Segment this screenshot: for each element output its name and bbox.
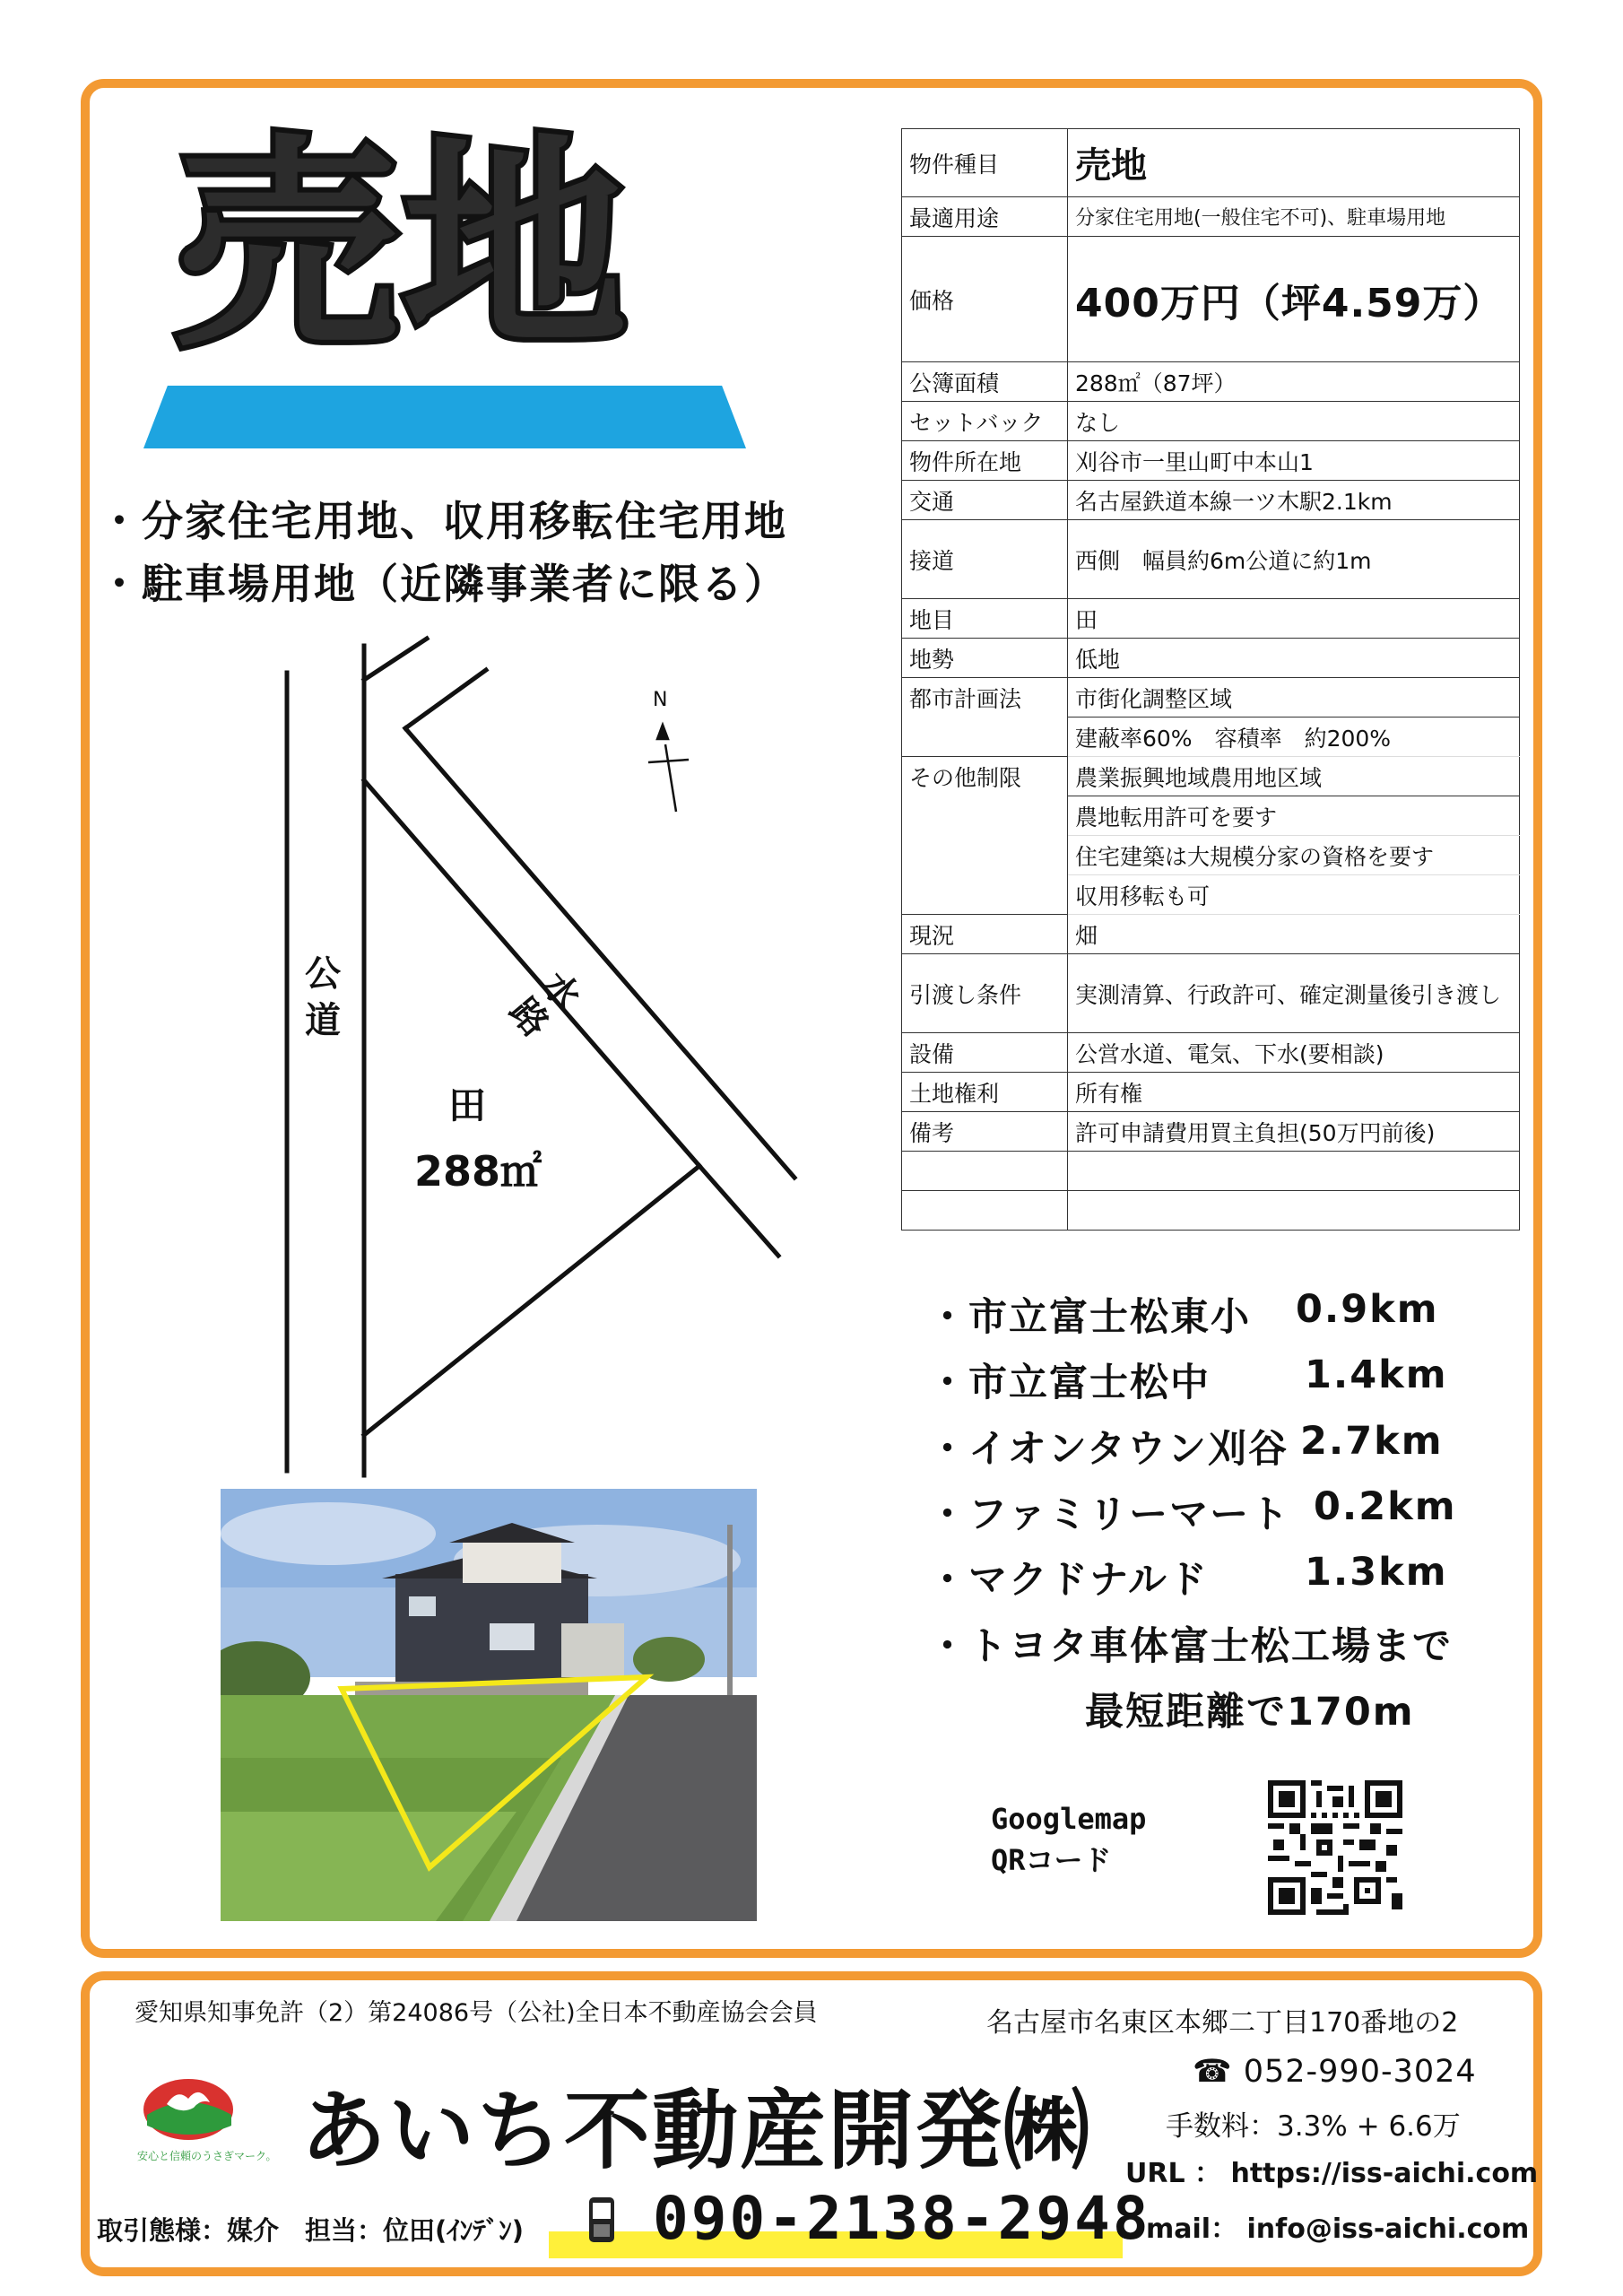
table-row [902, 796, 1520, 836]
table-label [902, 1191, 1068, 1231]
table-label: 公簿面積 [902, 362, 1068, 402]
table-label: 物件種目 [902, 129, 1068, 197]
page-title: 売地 [175, 116, 630, 377]
table-value: 許可申請費用買主負担(50万円前後) [1068, 1112, 1520, 1152]
table-value: 分家住宅用地(一般住宅不可)、駐車場用地 [1068, 197, 1520, 237]
table-label: 価格 [902, 237, 1068, 362]
rabbit-logo-icon [135, 2072, 242, 2144]
qr-code-icon[interactable] [1264, 1780, 1406, 1915]
table-row [902, 1112, 1520, 1152]
distance-name-1: ・市立富士松東小 [928, 1295, 1251, 1340]
table-label: 最適用途 [902, 197, 1068, 237]
feature-line-1: ・分家住宅用地、収用移転住宅用地 [99, 497, 787, 545]
license-text: 愛知県知事免許（2）第24086号（公社)全日本不動産協会会員 [135, 1999, 818, 2027]
table-row [902, 1073, 1520, 1112]
table-value [1068, 1152, 1520, 1191]
table-value: 収用移転も可 [1068, 875, 1520, 915]
table-row [902, 1152, 1520, 1191]
table-row [902, 197, 1520, 237]
distance-value-5: 1.3km [1305, 1550, 1448, 1595]
site-photo [221, 1489, 757, 1921]
table-value: 刈谷市一里山町中本山1 [1068, 441, 1520, 481]
table-label: セットバック [902, 402, 1068, 441]
transaction-and-agent: 取引態様：媒介 担当：位田(ｲﾝﾃﾞﾝ) [97, 2215, 525, 2246]
table-value: 農業振興地域農用地区域 [1068, 757, 1520, 796]
table-row [902, 1033, 1520, 1073]
table-row [902, 237, 1520, 362]
table-label: その他制限 [902, 757, 1068, 796]
table-label: 設備 [902, 1033, 1068, 1073]
table-value: 実測清算、行政許可、確定測量後引き渡し [1068, 954, 1520, 1033]
email-address[interactable]: mail： info@iss-aichi.com [1146, 2213, 1530, 2245]
distance-value-4: 0.2km [1314, 1484, 1457, 1529]
north-label: N [653, 689, 668, 711]
table-label [902, 875, 1068, 915]
website-url[interactable]: URL ： https://iss-aichi.com [1125, 2158, 1539, 2189]
table-row [902, 520, 1520, 599]
table-value: 名古屋鉄道本線一ツ木駅2.1km [1068, 481, 1520, 520]
company-name: あいち不動産開発㈱ [300, 2081, 1091, 2181]
table-label: 物件所在地 [902, 441, 1068, 481]
distance-name-2: ・市立富士松中 [928, 1361, 1211, 1405]
table-label: 都市計画法 [902, 678, 1068, 718]
table-value: 売地 [1068, 129, 1520, 197]
table-value: 農地転用許可を要す [1068, 796, 1520, 836]
table-value: 市街化調整区域 [1068, 678, 1520, 718]
table-label: 土地権利 [902, 1073, 1068, 1112]
table-value: 公営水道、電気、下水(要相談) [1068, 1033, 1520, 1073]
table-value: 田 [1068, 599, 1520, 639]
table-label: 備考 [902, 1112, 1068, 1152]
qr-label: Googlemap QRコード [991, 1802, 1147, 1877]
table-value: 住宅建築は大規模分家の資格を要す [1068, 836, 1520, 875]
table-row [902, 129, 1520, 197]
site-map [251, 628, 825, 1489]
commission-fee: 手数料：3.3% + 6.6万 [1166, 2110, 1461, 2143]
table-value: 建蔽率60% 容積率 約200% [1068, 718, 1520, 757]
property-table [901, 128, 1520, 1231]
table-row [902, 362, 1520, 402]
table-value: 400万円（坪4.59万） [1068, 237, 1520, 362]
title-underline-band [143, 386, 746, 448]
table-label [902, 1152, 1068, 1191]
table-row [902, 402, 1520, 441]
table-row [902, 718, 1520, 757]
toyota-line-2: 最短距離で170m [1085, 1690, 1415, 1735]
table-value: 低地 [1068, 639, 1520, 678]
road-label: 公 道 [305, 953, 341, 1041]
table-row [902, 836, 1520, 875]
table-value: 畑 [1068, 915, 1520, 954]
table-label [902, 836, 1068, 875]
distance-value-3: 2.7km [1300, 1419, 1444, 1464]
table-value: 西側 幅員約6m公道に約1m [1068, 520, 1520, 599]
table-row [902, 875, 1520, 915]
logo-tagline: 安心と信頼のうさぎマーク。 [137, 2150, 277, 2162]
office-phone[interactable]: ☎ 052-990-3024 [1193, 2054, 1477, 2090]
table-label: 地目 [902, 599, 1068, 639]
table-label [902, 718, 1068, 757]
table-label: 交通 [902, 481, 1068, 520]
table-value [1068, 1191, 1520, 1231]
company-address: 名古屋市名東区本郷二丁目170番地の2 [986, 2007, 1459, 2039]
toyota-line-1: ・トヨタ車体富士松工場まで [928, 1624, 1453, 1669]
distance-name-4: ・ファミリーマート [928, 1492, 1291, 1537]
table-row [902, 678, 1520, 718]
table-label [902, 796, 1068, 836]
table-value: なし [1068, 402, 1520, 441]
distance-name-3: ・イオンタウン刈谷 [928, 1427, 1289, 1472]
table-label: 引渡し条件 [902, 954, 1068, 1033]
table-label: 接道 [902, 520, 1068, 599]
mobile-phone-icon [587, 2196, 616, 2244]
table-row [902, 639, 1520, 678]
land-type-label: 田 [448, 1083, 487, 1127]
table-label: 現況 [902, 915, 1068, 954]
table-row [902, 915, 1520, 954]
table-row [902, 481, 1520, 520]
feature-line-2: ・駐車場用地（近隣事業者に限る） [99, 560, 787, 608]
table-row [902, 1191, 1520, 1231]
table-row [902, 441, 1520, 481]
table-row [902, 757, 1520, 796]
distance-name-5: ・マクドナルド [928, 1558, 1209, 1603]
table-value: 288㎡（87坪） [1068, 362, 1520, 402]
table-row [902, 599, 1520, 639]
table-value: 所有権 [1068, 1073, 1520, 1112]
distance-value-1: 0.9km [1296, 1287, 1439, 1332]
land-area-label: 288㎡ [414, 1147, 542, 1196]
table-row [902, 954, 1520, 1033]
mobile-phone-number[interactable]: 090-2138-2948 [653, 2184, 1151, 2253]
table-label: 地勢 [902, 639, 1068, 678]
waterway-label: 水 路 [501, 964, 588, 1045]
distance-value-2: 1.4km [1305, 1352, 1448, 1397]
